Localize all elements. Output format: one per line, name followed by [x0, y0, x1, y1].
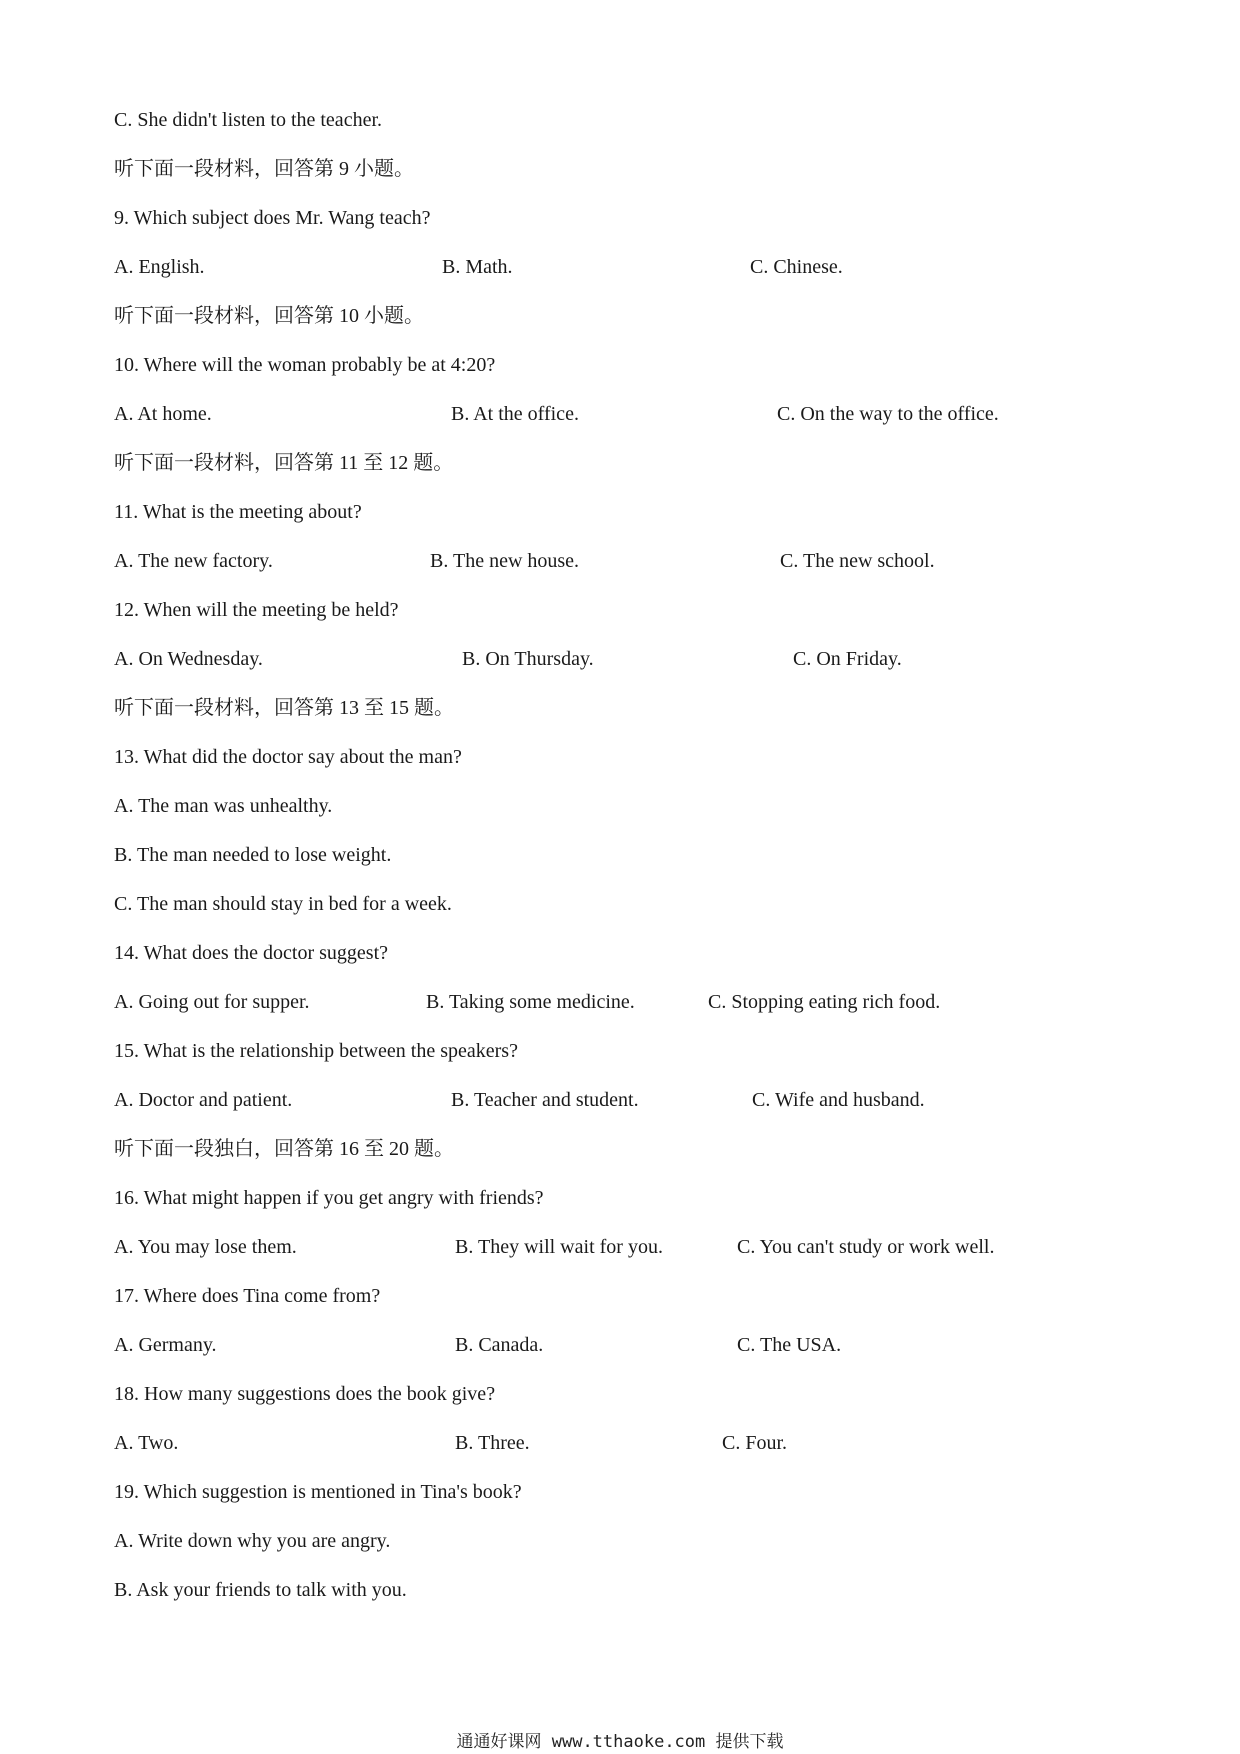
question-10: 10. Where will the woman probably be at 4:20?: [114, 354, 496, 376]
q17-option-c: C. The USA.: [737, 1334, 842, 1356]
q9-option-c: C. Chinese.: [750, 256, 843, 278]
q14-option-b: B. Taking some medicine.: [426, 991, 635, 1013]
question-9: 9. Which subject does Mr. Wang teach?: [114, 207, 431, 229]
q19-option-a: A. Write down why you are angry.: [114, 1530, 391, 1552]
section-instruction-q13-15: 听下面一段材料，回答第 13 至 15 题。: [114, 697, 454, 719]
q18-option-c: C. Four.: [722, 1432, 788, 1454]
q16-option-a: A. You may lose them.: [114, 1236, 297, 1258]
q9-option-b: B. Math.: [442, 256, 513, 278]
question-12: 12. When will the meeting be held?: [114, 599, 399, 621]
q13-option-a: A. The man was unhealthy.: [114, 795, 333, 817]
question-17: 17. Where does Tina come from?: [114, 1285, 381, 1307]
q11-option-c: C. The new school.: [780, 550, 935, 572]
q16-option-b: B. They will wait for you.: [455, 1236, 663, 1258]
q18-option-a: A. Two.: [114, 1432, 179, 1454]
q11-option-b: B. The new house.: [430, 550, 580, 572]
q14-option-a: A. Going out for supper.: [114, 991, 310, 1013]
q9-option-a: A. English.: [114, 256, 205, 278]
q10-option-a: A. At home.: [114, 403, 212, 425]
q12-option-c: C. On Friday.: [793, 648, 902, 670]
q15-option-c: C. Wife and husband.: [752, 1089, 925, 1111]
q10-option-c: C. On the way to the office.: [777, 403, 999, 425]
q10-option-b: B. At the office.: [451, 403, 579, 425]
q16-option-c: C. You can't study or work well.: [737, 1236, 995, 1258]
section-instruction-q16-20: 听下面一段独白，回答第 16 至 20 题。: [114, 1138, 454, 1160]
question-13: 13. What did the doctor say about the man?: [114, 746, 462, 768]
q17-option-b: B. Canada.: [455, 1334, 544, 1356]
q8-option-c: C. She didn't listen to the teacher.: [114, 109, 382, 131]
q15-option-b: B. Teacher and student.: [451, 1089, 639, 1111]
section-instruction-q10: 听下面一段材料，回答第 10 小题。: [114, 305, 424, 327]
q13-option-c: C. The man should stay in bed for a week.: [114, 893, 452, 915]
section-instruction-q11-12: 听下面一段材料，回答第 11 至 12 题。: [114, 452, 454, 474]
q12-option-a: A. On Wednesday.: [114, 648, 263, 670]
question-18: 18. How many suggestions does the book give?: [114, 1383, 496, 1405]
q11-option-a: A. The new factory.: [114, 550, 273, 572]
question-14: 14. What does the doctor suggest?: [114, 942, 389, 964]
q14-option-c: C. Stopping eating rich food.: [708, 991, 941, 1013]
section-instruction-q9: 听下面一段材料，回答第 9 小题。: [114, 158, 414, 180]
question-15: 15. What is the relationship between the speakers?: [114, 1040, 518, 1062]
q17-option-a: A. Germany.: [114, 1334, 217, 1356]
page-footer: 通通好课网 www.tthaoke.com 提供下载: [456, 1732, 784, 1752]
question-11: 11. What is the meeting about?: [114, 501, 362, 523]
q13-option-b: B. The man needed to lose weight.: [114, 844, 392, 866]
q18-option-b: B. Three.: [455, 1432, 530, 1454]
q12-option-b: B. On Thursday.: [462, 648, 594, 670]
q15-option-a: A. Doctor and patient.: [114, 1089, 293, 1111]
question-19: 19. Which suggestion is mentioned in Tina's book?: [114, 1481, 522, 1503]
q19-option-b: B. Ask your friends to talk with you.: [114, 1579, 407, 1601]
question-16: 16. What might happen if you get angry with friends?: [114, 1187, 544, 1209]
